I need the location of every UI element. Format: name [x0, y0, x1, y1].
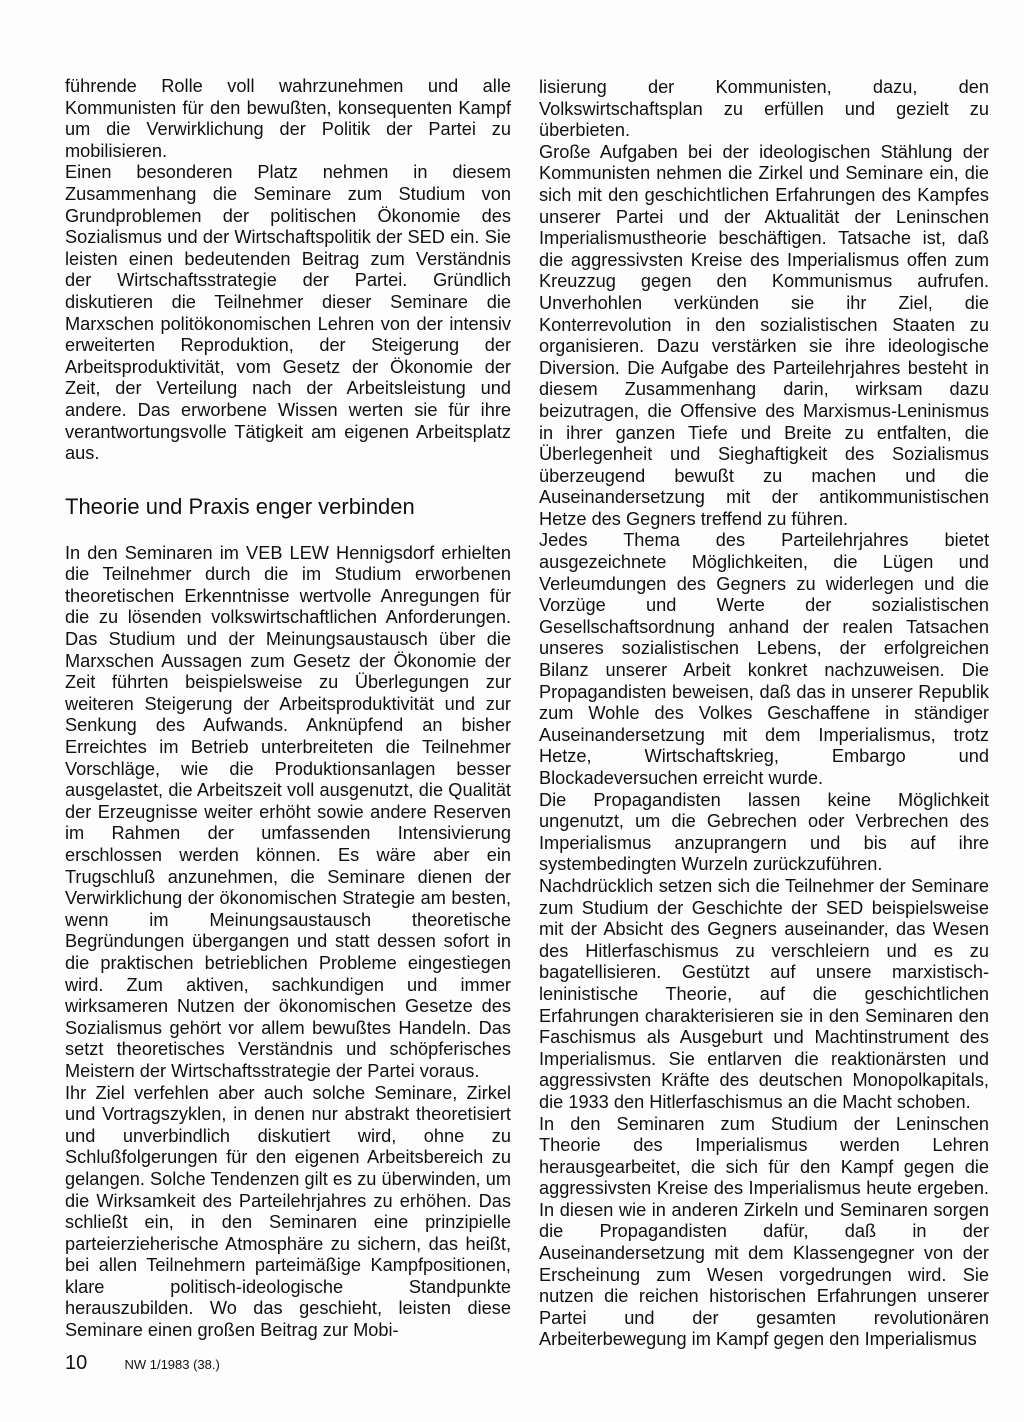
left-column — [65, 76, 511, 1342]
paragraph: Nachdrücklich setzen sich die Teilnehmer der Seminare zum Studium der Geschichte der SED beispielsweise mit der Absicht des Gegners auseinander, das Wesen des Hitlerfaschismus zu verschleiern und es zu bagatellisieren. Gestützt auf unsere marxistisch-leninistische Theorie, auf die geschichtlichen Erfahrungen charakterisieren sie in den Seminaren den Faschismus als Ausgeburt und Machtinstrument des Imperialismus. Sie entlarven die reaktionärsten und aggressivsten Kräfte des deutschen Monopolkapitals, die 1933 den Hitlerfaschismus an die Macht schoben. — [539, 875, 989, 1112]
page-number: 10 — [65, 1352, 88, 1374]
page-footer — [65, 1352, 220, 1375]
paragraph: In den Seminaren im VEB LEW Hennigsdorf erhielten die Teilnehmer durch die im Studium erworbenen theoretischen Erkenntnisse wertvolle Anregungen für die zu lösenden volkswirtschaftlichen Anforderungen. Das Studium und der Meinungsaustausch über die Marxschen Aussagen zum Gesetz der Ökonomie der Zeit führten beispielsweise zu Überlegungen zur weiteren Steigerung der Arbeitsproduktivität und zur Senkung des Aufwands. Anknüpfend an bisher Erreichtes im Betrieb unterbreiteten die Teilnehmer Vorschläge, wie die Produktionsanlagen besser ausgelastet, die Arbeitszeit voll ausgenutzt, die Qualität der Erzeugnisse weiter erhöht sowie andere Reserven im Rahmen der umfassenden Intensivierung erschlossen werden können. Es wäre aber ein Trugschluß anzunehmen, die Seminare dienen der Verwirklichung der ökonomischen Strategie am besten, wenn im Meinungsaustausch theoretische Begründungen übergangen und statt dessen sofort in die praktischen betrieblichen Probleme eingestiegen wird. Zum aktiven, sachkundigen und immer wirksameren Nutzen der ökonomischen Gesetze des Sozialismus gehört vor allem bewußtes Handeln. Das setzt theoretisches Verständnis und schöpferisches Meistern der Wirtschaftsstrategie der Partei voraus. — [65, 542, 511, 1081]
paragraph: In den Seminaren zum Studium der Leninschen Theorie des Imperialismus werden Lehren herausgearbeitet, die sich für den Kampf gegen die aggressivsten Kreise des Imperialismus heute ergeben. In diesen wie in anderen Zirkeln und Seminaren sorgen die Propagandisten dafür, daß in der Auseinandersetzung mit dem Klassengegner von der Erscheinung zum Wesen vorgedrungen wird. Sie nutzen die reichen historischen Erfahrungen unserer Partei und der gesamten revolutionären Arbeiterbewegung im Kampf gegen den Imperialismus — [539, 1113, 989, 1350]
paragraph: Die Propagandisten lassen keine Möglichkeit ungenutzt, um die Gebrechen oder Verbrechen des Imperialismus anzuprangern und bis auf ihre systembedingten Wurzeln zurückzuführen. — [539, 789, 989, 875]
paragraph: Jedes Thema des Parteilehrjahres bietet ausgezeichnete Möglichkeiten, die Lügen und Verleumdungen des Gegners zu widerlegen und die Vorzüge und Werte der sozialistischen Gesellschaftsordnung anhand der realen Tatsachen unseres sozialistischen Lebens, der erfolgreichen Bilanz unserer Arbeit konkret nachzuweisen. Die Propagandisten beweisen, daß das in unserer Republik zum Wohle des Volkes Geschaffene in ständiger Auseinandersetzung mit dem Imperialismus, trotz Hetze, Wirtschaftskrieg, Embargo und Blockadeversuchen erreicht wurde. — [539, 530, 989, 788]
paragraph: führende Rolle voll wahrzunehmen und alle Kommunisten für den bewußten, konsequenten Kampf um die Verwirklichung der Politik der Partei zu mobilisieren. — [65, 76, 511, 161]
paragraph: Große Aufgaben bei der ideologischen Stählung der Kommunisten nehmen die Zirkel und Seminare ein, die sich mit den geschichtlichen Erfahrungen des Kampfes unserer Partei und der Aktualität der Leninschen Imperialismustheorie beschäftigen. Tatsache ist, daß die aggressivsten Kreise des Imperialismus offen zum Kreuzzug gegen den Kommunismus aufrufen. Unverhohlen verkünden sie ihr Ziel, die Konterrevolution in den sozialistischen Staaten zu organisieren. Dazu verstärken sie ihre ideologische Diversion. Die Aufgabe des Parteilehrjahres besteht in diesem Zusammenhang darin, wirksam dazu beizutragen, die Offensive des Marxismus-Leninismus in ihrer ganzen Tiefe und Breite zu entfalten, die Überlegenheit und Sieghaftigkeit des Sozialismus überzeugend bewußt zu machen und die Auseinandersetzung mit der antikommunistischen Hetze des Gegners treffend zu führen. — [539, 141, 989, 529]
paragraph: lisierung der Kommunisten, dazu, den Volkswirtschaftsplan zu erfüllen und gezielt zu überbieten. — [539, 77, 989, 141]
section-heading: Theorie und Praxis enger verbinden — [65, 493, 415, 519]
paragraph: Einen besonderen Platz nehmen in diesem Zusammenhang die Seminare zum Studium von Grundproblemen der politischen Ökonomie des Sozialismus und der Wirtschaftspolitik der SED ein. Sie leisten einen bedeutenden Beitrag zum Verständnis der Wirtschaftsstrategie der Partei. Gründlich diskutieren die Teilnehmer dieser Seminare die Marxschen politökonomischen Lehren von der intensiv erweiterten Reproduktion, der Steigerung der Arbeitsproduktivität, vom Gesetz der Ökonomie der Zeit, der Verteilung nach der Arbeitsleistung und andere. Das erworbene Wissen werten sie für ihre verantwortungsvolle Tätigkeit am eigenen Arbeitsplatz aus. — [65, 162, 511, 464]
right-column — [539, 77, 989, 1351]
paragraph: Ihr Ziel verfehlen aber auch solche Seminare, Zirkel und Vortragszyklen, in denen nur abstrakt theoretisiert und unverbindlich diskutiert wird, ohne zu Schlußfolgerungen für den eigenen Arbeitsbereich zu gelangen. Solche Tendenzen gilt es zu überwinden, um die Wirksamkeit des Parteilehrjahres zu erhöhen. Das schließt ein, in den Seminaren eine prinzipielle parteierzieherische Atmosphäre zu sichern, das heißt, bei allen Teilnehmern parteimäßige Kampfpositionen, klare politisch-ideologische Standpunkte herauszubilden. Wo das geschieht, leisten diese Seminare einen großen Beitrag zur Mobi- — [65, 1082, 511, 1341]
issue-reference: NW 1/1983 (38.) — [124, 1357, 220, 1372]
